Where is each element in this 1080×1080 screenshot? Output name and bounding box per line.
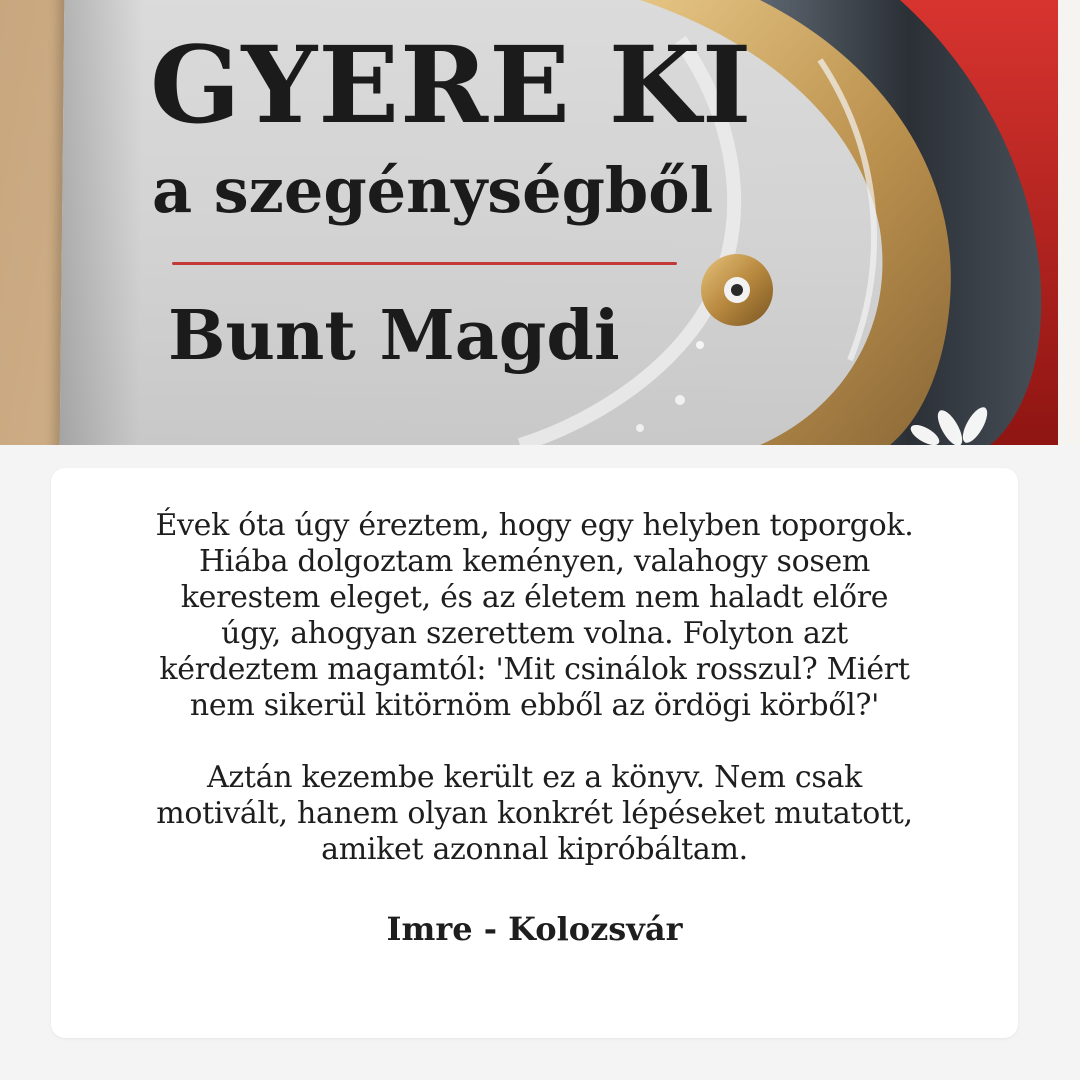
quote-line: kérdeztem magamtól: 'Mit csinálok rosszul? Miért	[159, 652, 910, 687]
quote-line: nem sikerül kitörnöm ebből az ördögi körből?'	[189, 688, 880, 723]
testimonial-card	[51, 468, 1018, 1038]
quote-line: amiket azonnal kipróbáltam.	[321, 832, 748, 867]
quote-line: Hiába dolgoztam keményen, valahogy sosem	[198, 544, 871, 579]
testimonial-attribution: Imre - Kolozsvár	[386, 910, 683, 948]
testimonial-paragraph-1	[91, 508, 978, 724]
book-title-line2: a szegénységből	[152, 154, 714, 227]
splash-dot	[675, 395, 685, 405]
book-title-line1: GYERE KI	[150, 22, 753, 147]
quote-line: Évek óta úgy éreztem, hogy egy helyben toporgok.	[155, 508, 914, 543]
quote-line: motivált, hanem olyan konkrét lépéseket mutatott,	[156, 796, 913, 831]
quote-line: úgy, ahogyan szerettem volna. Folyton azt	[221, 616, 848, 651]
testimonial-paragraph-2	[91, 760, 978, 868]
quote-line: Aztán kezembe került ez a könyv. Nem csak	[207, 760, 862, 795]
book-cover-photo	[0, 0, 1080, 445]
book-author: Bunt Magdi	[168, 296, 620, 376]
quote-line: kerestem eleget, és az életem nem haladt előre	[180, 580, 889, 615]
disc-center	[731, 284, 743, 296]
red-divider	[172, 262, 677, 265]
splash-dot	[636, 424, 644, 432]
splash-dot	[696, 341, 704, 349]
photo-white-edge	[1058, 0, 1080, 445]
